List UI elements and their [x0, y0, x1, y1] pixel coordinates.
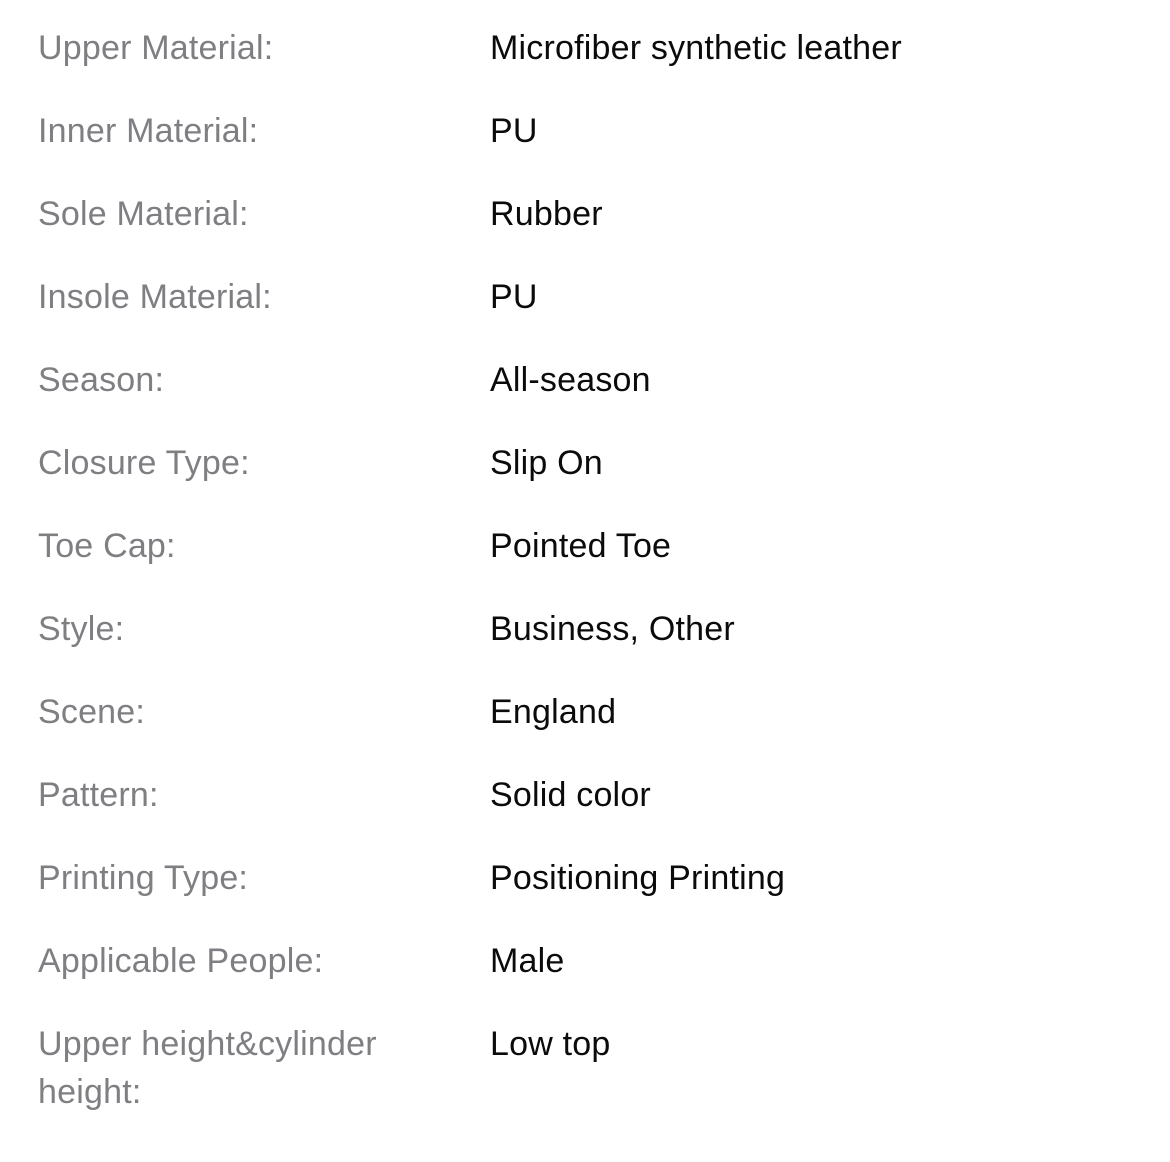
spec-value: Male: [490, 942, 565, 980]
spec-row: [38, 688, 1130, 736]
spec-label: Upper height&cylinder height:: [38, 1025, 377, 1111]
spec-row: [38, 1020, 1130, 1116]
spec-value: PU: [490, 112, 538, 150]
spec-row: [38, 356, 1130, 404]
spec-value: Business, Other: [490, 610, 735, 648]
spec-row: [38, 771, 1130, 819]
spec-label: Pattern:: [38, 776, 159, 814]
spec-label: Inner Material:: [38, 112, 259, 150]
spec-row: [38, 107, 1130, 155]
spec-value: England: [490, 693, 617, 731]
spec-label: Scene:: [38, 693, 146, 731]
spec-row: [38, 24, 1130, 72]
spec-row: [38, 439, 1130, 487]
spec-label: Printing Type:: [38, 859, 249, 897]
spec-label: Applicable People:: [38, 942, 324, 980]
spec-label: Upper Material:: [38, 29, 274, 67]
spec-label: Season:: [38, 361, 165, 399]
spec-label: Style:: [38, 610, 125, 648]
spec-value: Pointed Toe: [490, 527, 672, 565]
spec-label: Sole Material:: [38, 195, 249, 233]
spec-value: Rubber: [490, 195, 603, 233]
spec-value: Solid color: [490, 776, 651, 814]
spec-label: Toe Cap:: [38, 527, 176, 565]
spec-row: [38, 937, 1130, 985]
spec-row: [38, 605, 1130, 653]
spec-label: Insole Material:: [38, 278, 272, 316]
spec-row: [38, 854, 1130, 902]
spec-value: Slip On: [490, 444, 603, 482]
spec-value: Low top: [490, 1025, 611, 1063]
spec-row: [38, 273, 1130, 321]
spec-value: PU: [490, 278, 538, 316]
spec-row: [38, 522, 1130, 570]
spec-row: [38, 190, 1130, 238]
spec-value: Positioning Printing: [490, 859, 786, 897]
spec-value: All-season: [490, 361, 651, 399]
spec-label: Closure Type:: [38, 444, 250, 482]
spec-value: Microfiber synthetic leather: [490, 29, 902, 67]
